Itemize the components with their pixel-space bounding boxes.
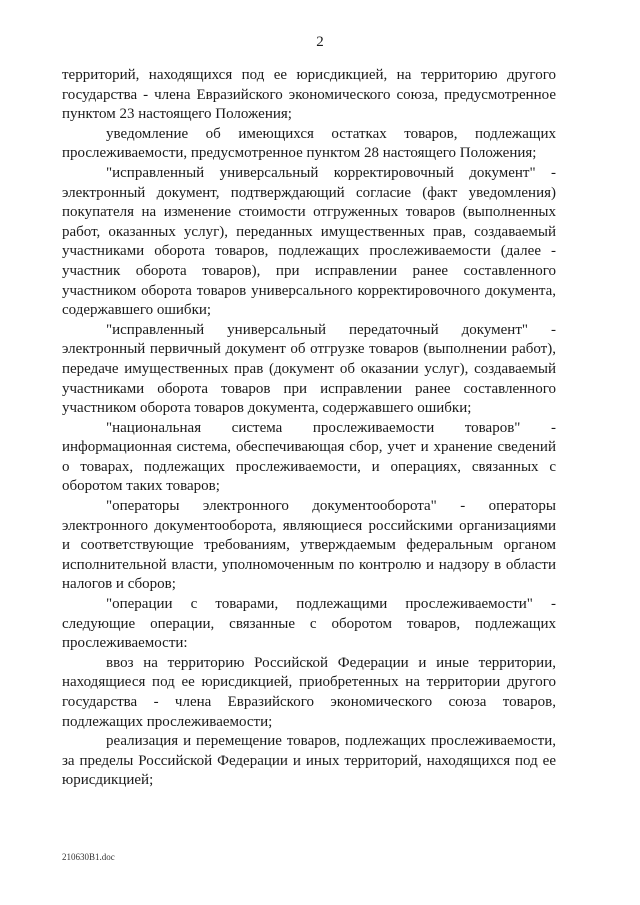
footer-file-code: 210630B1.doc bbox=[62, 852, 115, 862]
paragraph-traceable-operations: "операции с товарами, подлежащими прослеживаемости" - следующие операции, связанные с оборотом товаров, подлежащих прослеживаемости: bbox=[62, 596, 556, 652]
paragraph-export-operation: реализация и перемещение товаров, подлежащих прослеживаемости, за пределы Российской Федерации и иных территорий, находящихся под ее юрисдикцией; bbox=[62, 733, 556, 789]
paragraph-national-traceability-system: "национальная система прослеживаемости товаров" - информационная система, обеспечивающая сбор, учет и хранение сведений о товарах, подлежащих прослеживаемости, и операциях, связанных с оборотом таких товаров; bbox=[62, 419, 556, 495]
paragraph-continuation: территорий, находящихся под ее юрисдикцией, на территорию другого государства - члена Евразийского экономического союза, предусмотренное пунктом 23 настоящего Положения; bbox=[62, 67, 556, 123]
paragraph-stock-notice: уведомление об имеющихся остатках товаров, подлежащих прослеживаемости, предусмотренное пунктом 28 настоящего Положения; bbox=[62, 125, 556, 162]
paragraph-corrected-transfer-document: "исправленный универсальный передаточный документ" - электронный первичный документ об отгрузке товаров (выполнении работ), передаче имущественных прав (документ об оказании услуг), создаваемый участниками оборота товаров при исправлении ранее составленного участником оборота товаров документа, содержавшего ошибки; bbox=[62, 321, 556, 417]
document-body bbox=[62, 66, 556, 791]
page-number: 2 bbox=[316, 34, 324, 50]
paragraph-corrected-adjustment-document: "исправленный универсальный корректировочный документ" - электронный документ, подтверждающий согласие (факт уведомления) покупателя на изменение стоимости отгруженных товаров (выполненных работ, оказанных услуг), переданных имущественных прав, создаваемый участниками оборота товаров, подлежащих прослеживаемости (далее - участник оборота товаров), при исправлении ранее составленного участником оборота товаров универсального корректировочного документа, содержавшего ошибки; bbox=[62, 164, 556, 319]
paragraph-import-operation: ввоз на территорию Российской Федерации и иные территории, находящиеся под ее юрисдикцией, приобретенных на территории другого государства - члена Евразийского экономического союза товаров, подлежащих прослеживаемости; bbox=[62, 654, 556, 730]
paragraph-edi-operators: "операторы электронного документооборота" - операторы электронного документооборота, являющиеся российскими организациями и соответствующие требованиям, утверждаемым федеральным органом исполнительной власти, уполномоченным по контролю и надзору в области налогов и сборов; bbox=[62, 498, 556, 593]
